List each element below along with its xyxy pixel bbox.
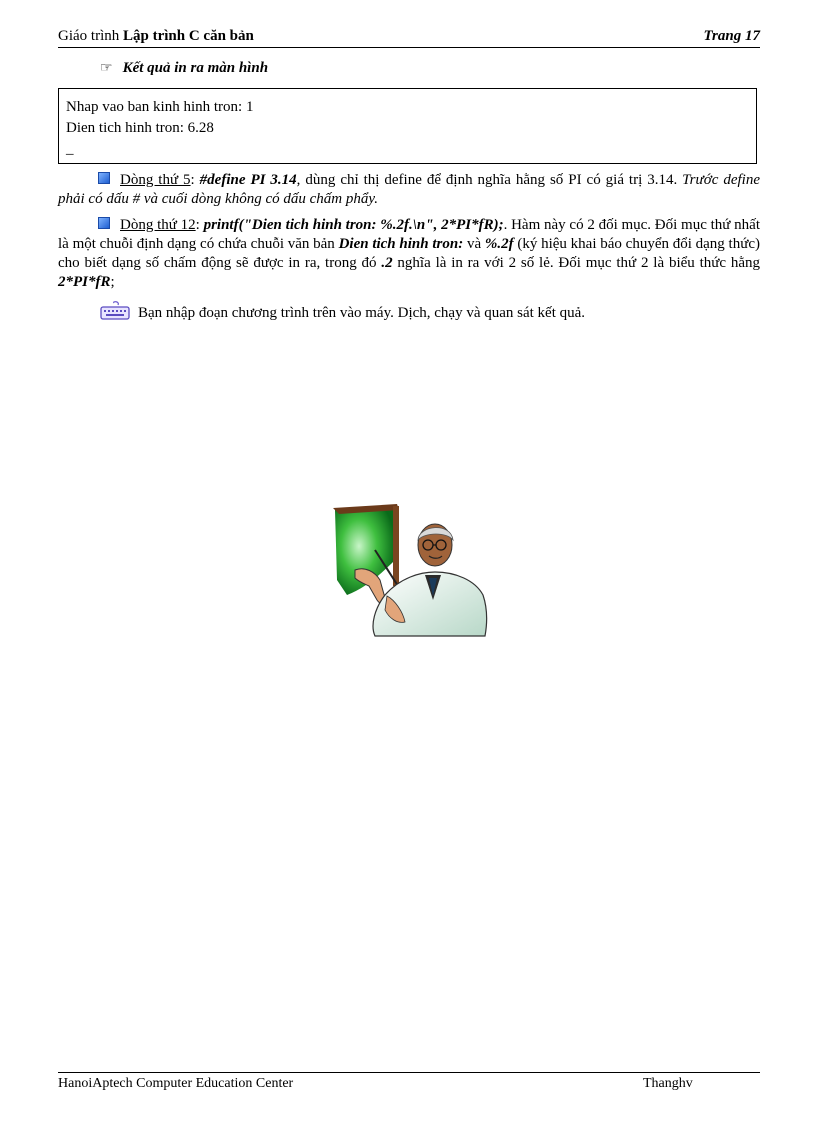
code-printf: printf("Dien tich hinh tron: %.2f.\n", 2*PI*fR); bbox=[203, 217, 504, 233]
header-book: Giáo trình Lập trình C căn bản bbox=[58, 28, 254, 44]
code-define: #define PI 3.14 bbox=[199, 172, 297, 188]
paragraph-line-5: Dòng thứ 5: #define PI 3.14, dùng chỉ thị define để định nghĩa hằng số PI có giá trị 3.14. Trước define phải có dấu # và cuối dòng không có dấu chấm phẩy. bbox=[58, 172, 760, 207]
instruction-text: Bạn nhập đoạn chương trình trên vào máy. Dịch, chạy và quan sát kết quả. bbox=[138, 305, 586, 321]
paragraph-line-12: Dòng thứ 12: printf("Dien tich hinh tron: %.2f.\n", 2*PI*fR);. Hàm này có 2 đối mục. Đối mục thứ nhất là một chuỗi định dạng có chứa chuỗi văn bản Dien tich hinh tron: và %.2f (ký hiệu khai báo chuyển đổi dạng thức) cho biết dạng số chấm động sẽ được in ra, trong đó .2 nghĩa là in ra với 2 số lẻ. Đối mục thứ 2 là biểu thức hằng 2*PI*fR; bbox=[58, 217, 761, 290]
bullet-icon bbox=[98, 172, 110, 184]
page-header bbox=[58, 27, 760, 48]
line-label: Dòng thứ 5 bbox=[120, 172, 191, 188]
define-note: Trước define phải có dấu # và cuối dòng không có dấu chấm phẩy bbox=[58, 172, 760, 207]
instruction-line bbox=[100, 301, 585, 322]
teacher-pointer-illustration bbox=[325, 500, 490, 640]
console-line-1: Nhap vao ban kinh hinh tron: 1 bbox=[66, 99, 254, 115]
line-label: Dòng thứ 12 bbox=[120, 217, 196, 233]
footer-author: Thanghv bbox=[643, 1076, 693, 1091]
book-title: Lập trình C căn bản bbox=[123, 28, 254, 44]
pointing-hand-icon: ☞ bbox=[100, 61, 113, 76]
page-footer bbox=[58, 1072, 760, 1095]
page-number: Trang 17 bbox=[703, 28, 760, 44]
console-output-box bbox=[58, 88, 757, 164]
bullet-icon bbox=[98, 217, 110, 229]
keyboard-icon bbox=[100, 301, 130, 321]
result-heading bbox=[100, 60, 268, 77]
console-line-3: _ bbox=[66, 141, 74, 157]
console-line-2: Dien tich hinh tron: 6.28 bbox=[66, 120, 214, 136]
result-title: Kết quả in ra màn hình bbox=[122, 60, 269, 76]
footer-org: HanoiAptech Computer Education Center bbox=[58, 1076, 294, 1091]
